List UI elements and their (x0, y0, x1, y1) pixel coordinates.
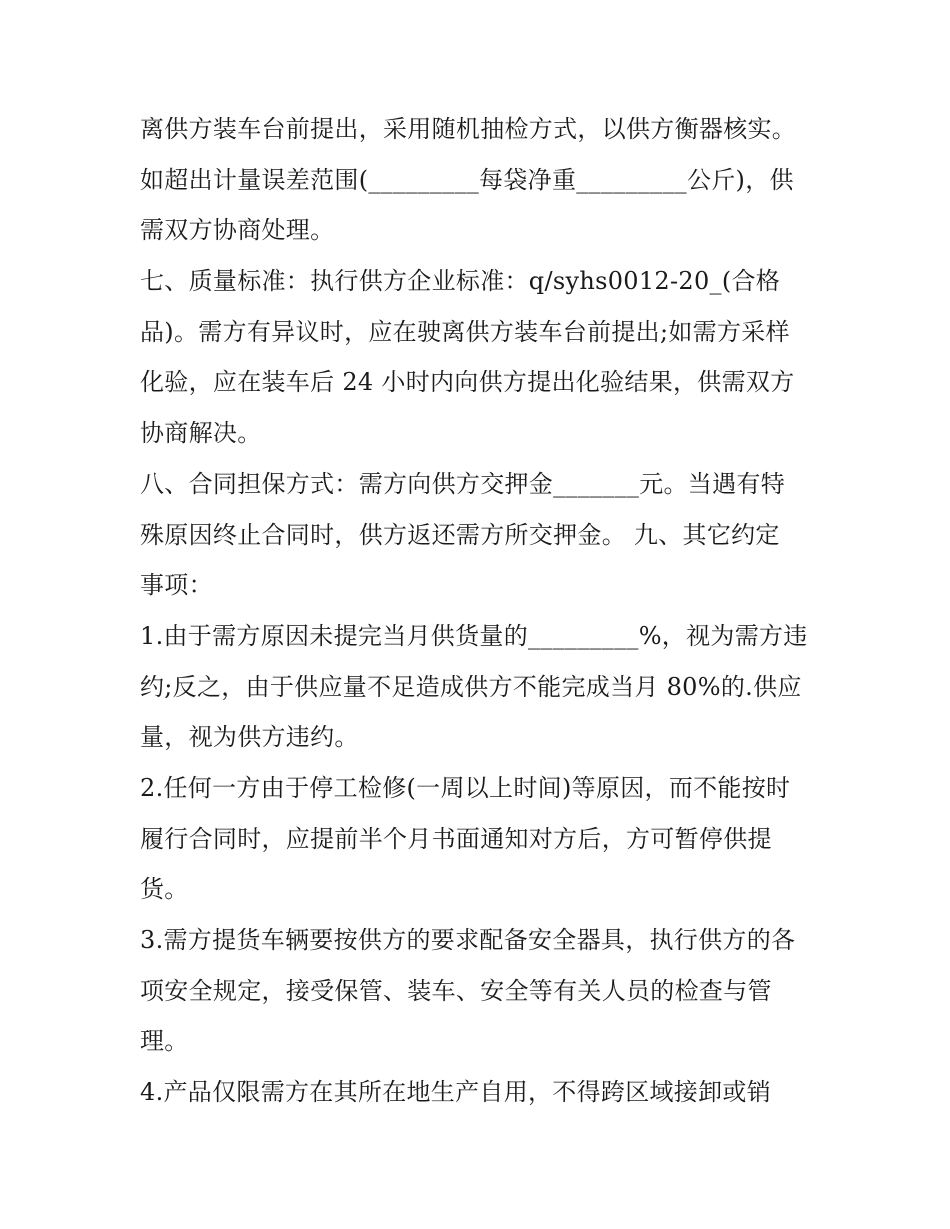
text-line-4: 七、质量标准：执行供方企业标准：q/syhs0012-20_(合格 (140, 267, 781, 296)
text-line-1: 离供方装车台前提出，采用随机抽检方式，以供方衡器核实。 (140, 115, 797, 143)
text-line-15: 履行合同时，应提前半个月书面通知对方后，方可暂停供提 (140, 824, 772, 853)
text-line-7: 协商解决。 (140, 419, 262, 448)
text-line-17: 3.需方提货车辆要按供方的要求配备安全器具，执行供方的各 (140, 926, 796, 954)
text-line-16: 货。 (140, 875, 189, 904)
text-line-10: 事项： (140, 571, 213, 600)
text-line-3: 需双方协商处理。 (140, 216, 335, 245)
text-line-19: 理。 (140, 1027, 189, 1056)
text-line-12: 约;反之，由于供应量不足造成供方不能完成当月 80%的.供应 (140, 672, 802, 701)
text-line-20: 4.产品仅限需方在其所在地生产自用，不得跨区域接卸或销 (140, 1078, 771, 1107)
text-line-13: 量，视为供方违约。 (140, 723, 359, 752)
text-line-5: 品)。需方有异议时，应在驶离供方装车台前提出;如需方采样 (140, 317, 790, 346)
text-line-9: 殊原因终止合同时，供方返还需方所交押金。 九、其它约定 (140, 520, 780, 549)
text-line-14: 2.任何一方由于停工检修(一周以上时间)等原因，而不能按时 (140, 773, 791, 802)
text-line-11: 1.由于需方原因未提完当月供货量的_________%，视为需方违 (140, 621, 808, 650)
text-line-8: 八、合同担保方式：需方向供方交押金_______元。当遇有特 (140, 469, 785, 498)
text-line-2: 如超出计量误差范围(_________每袋净重_________公斤)，供 (140, 165, 794, 194)
document-page (140, 104, 820, 1118)
text-line-18: 项安全规定，接受保管、装车、安全等有关人员的检查与管 (140, 976, 772, 1005)
text-line-6: 化验，应在装车后 24 小时内向供方提出化验结果，供需双方 (140, 368, 795, 397)
